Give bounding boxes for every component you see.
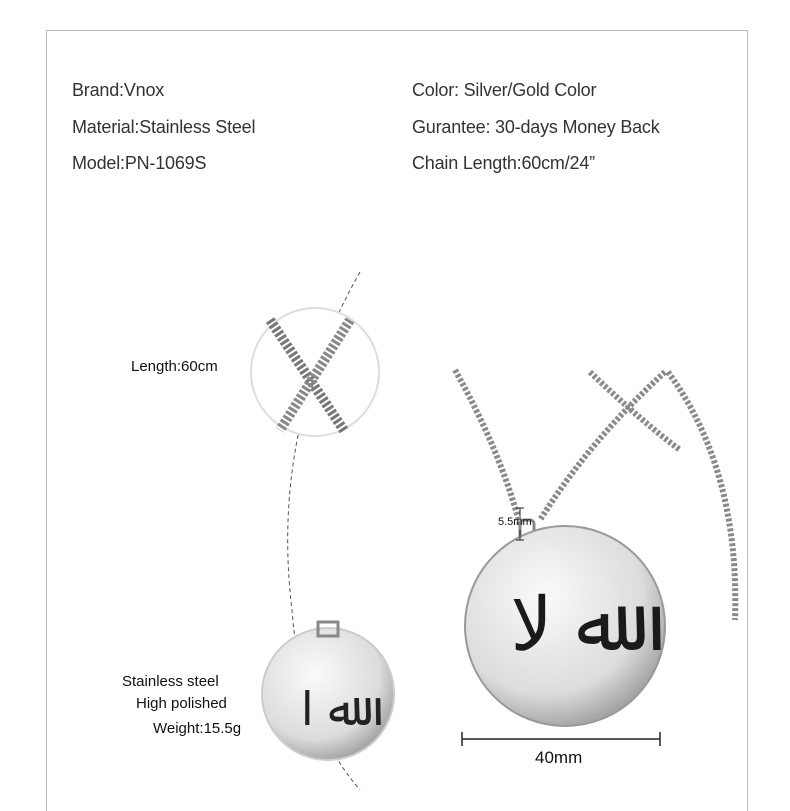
spec-guarantee: Gurantee: 30-days Money Back bbox=[412, 117, 660, 137]
chain-detail-circle bbox=[251, 308, 379, 436]
diameter-label: 40mm bbox=[535, 748, 583, 767]
spec-model: Model:PN-1069S bbox=[72, 153, 207, 173]
spec-material: Material:Stainless Steel bbox=[72, 117, 256, 137]
finish-label: High polished bbox=[136, 695, 227, 712]
svg-text:ﷲ لا: ﷲ لا bbox=[510, 582, 620, 668]
spec-color: Color: Silver/Gold Color bbox=[412, 80, 597, 100]
pendant-disc bbox=[465, 526, 665, 726]
spec-chain-length: Chain Length:60cm/24” bbox=[412, 153, 595, 173]
length-label: Length:60cm bbox=[131, 358, 218, 375]
weight-label: Weight:15.5g bbox=[153, 720, 242, 737]
spec-brand: Brand:Vnox bbox=[72, 80, 165, 100]
svg-text:ﷲ ا: ﷲ ا bbox=[300, 682, 356, 736]
material-label: Stainless steel bbox=[122, 673, 219, 690]
bail-size-label: 5.5mm bbox=[498, 516, 532, 528]
pendant-detail-circle bbox=[262, 622, 394, 760]
diameter-dimension bbox=[462, 732, 660, 746]
